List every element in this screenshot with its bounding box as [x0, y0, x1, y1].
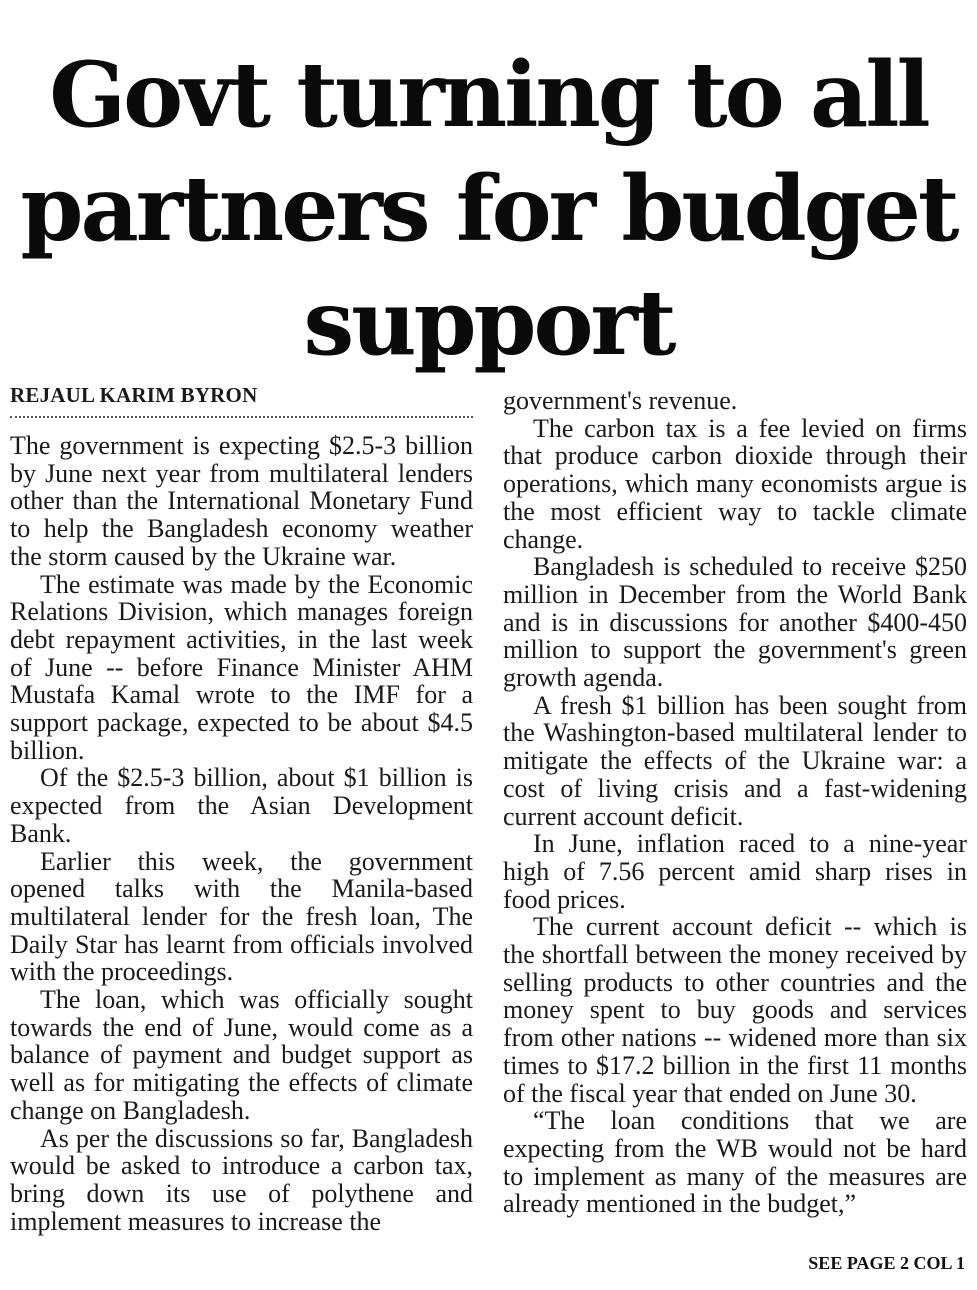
paragraph: The government is expecting $2.5-3 billion by June next year from multilateral lenders other than the International Monetary Fund to help the Bangladesh economy weather the storm caused by the Ukraine war. — [10, 431, 473, 571]
paragraph: Bangladesh is scheduled to receive $250 million in December from the World Bank and is in discussions for another $400-450 million to support the government's green growth agenda. — [503, 552, 967, 693]
paragraph: Of the $2.5-3 billion, about $1 billion is expected from the Asian Development Bank. — [10, 763, 473, 848]
headline: Govt turning to all partners for budget support — [20, 42, 957, 376]
paragraph: government's revenue. — [503, 386, 738, 415]
paragraph: The carbon tax is a fee levied on firms that produce carbon dioxide through their operations, which many economists argue is the most efficient way to tackle climate change. — [503, 413, 967, 554]
paragraph: The loan, which was officially sought towards the end of June, would come as a balance of payment and budget support as well as for mitigating the effects of climate change on Bangladesh. — [10, 985, 473, 1125]
byline: REJAUL KARIM BYRON — [10, 383, 258, 407]
paragraph: “The loan conditions that we are expecting from the WB would not be hard to implement as many of the measures are already mentioned in the budget,” — [503, 1106, 967, 1219]
article-column-left — [10, 380, 473, 1235]
paragraph: In June, inflation raced to a nine-year high of 7.56 percent amid sharp rises in food prices. — [503, 829, 967, 914]
paragraph: As per the discussions so far, Bangladesh would be asked to introduce a carbon tax, bring down its use of polythene and implement measures to increase the — [10, 1123, 473, 1236]
paragraph: A fresh $1 billion has been sought from the Washington-based multilateral lender to mitigate the effects of the Ukraine war: a cost of living crisis and a fast-widening current account deficit. — [503, 690, 967, 831]
byline-divider — [10, 416, 473, 418]
continuation-line: SEE PAGE 2 COL 1 — [808, 1253, 965, 1273]
paragraph: Earlier this week, the government opened talks with the Manila-based multilateral lender for the fresh loan, The Daily Star has learnt from officials involved with the proceedings. — [10, 846, 473, 987]
article-column-right — [503, 387, 967, 1218]
paragraph: The current account deficit -- which is the shortfall between the money received by selling products to other countries and the money spent to buy goods and services from other nations -- widened more than six times to $17.2 billion in the first 11 months of the fiscal year that ended on June 30. — [503, 912, 967, 1108]
paragraph: The estimate was made by the Economic Relations Division, which manages foreign debt repayment activities, in the last week of June -- before Finance Minister AHM Mustafa Kamal wrote to the IMF for a support package, expected to be about $4.5 billion. — [10, 569, 473, 765]
